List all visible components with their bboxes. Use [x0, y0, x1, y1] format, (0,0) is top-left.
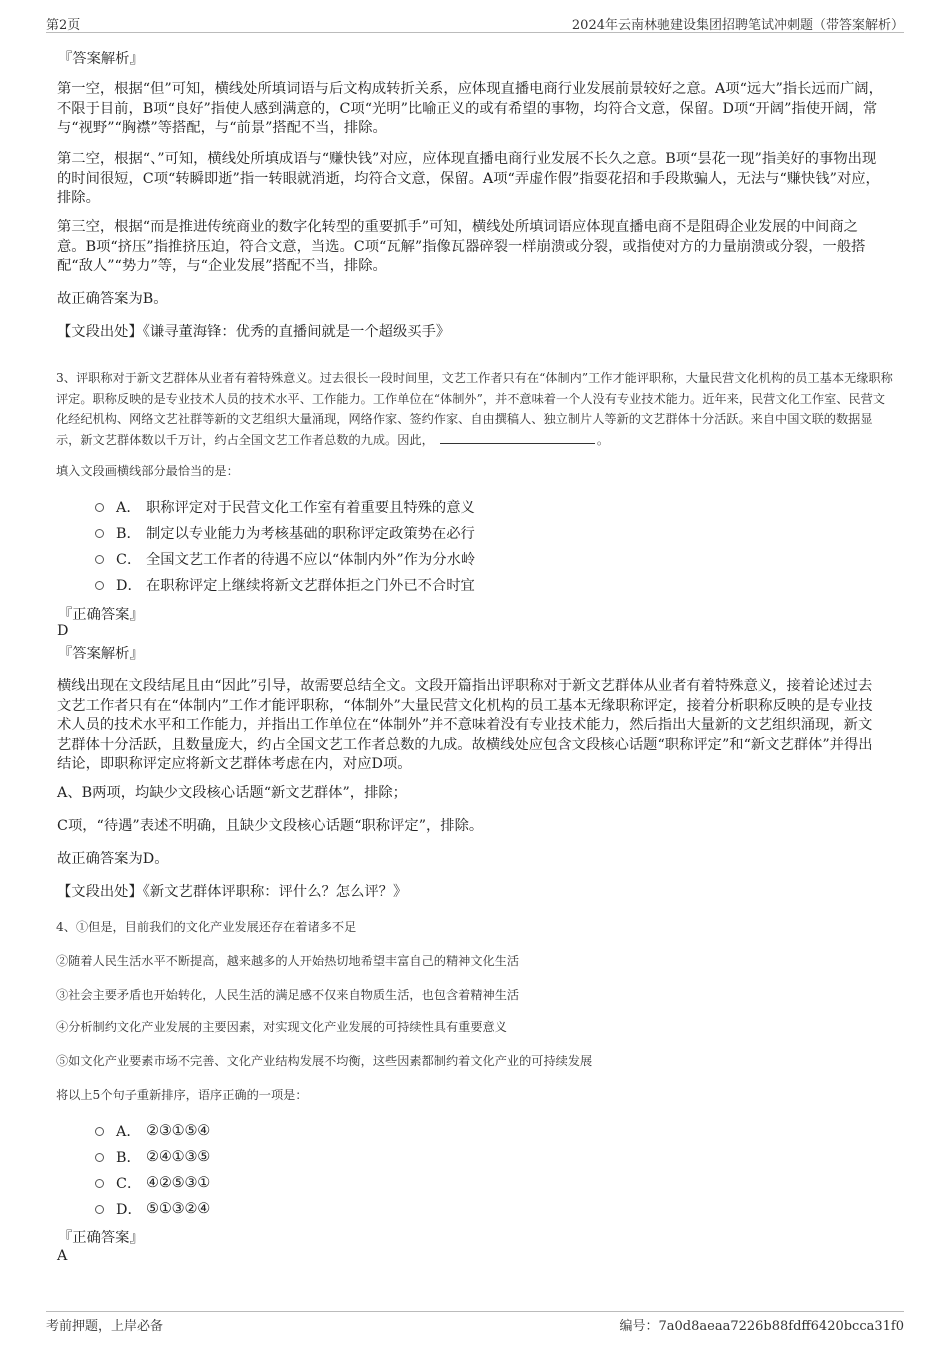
analysis-paragraph: C项，“待遇”表述不明确，且缺少文段核心话题“职称评定”，排除。: [57, 818, 484, 834]
page-footer: [46, 1311, 904, 1336]
correct-answer: A: [57, 1248, 68, 1264]
page-header: [46, 12, 904, 33]
option-c[interactable]: C． ④②⑤③①: [95, 1173, 210, 1193]
question-stem: 3、评职称对于新文艺群体从业者有着特殊意义。过去很长一段时间里，文艺工作者只有在“体制内”工作才能评职称，大量民营文化机构的员工基本无缘职称评定。职称反映的是专业技术人员的技术水平、工作能力。工作单位在“体制外”，并不意味着一个人没有专业技术能力。近年来，民营文化工作室、民营文化经纪机构、网络文艺社群等新的文艺组织大量涌现，网络作家、签约作家、自由撰稿人、独立制片人等新的文艺群体十分活跃。来自中国文联的数据显示，新文艺群体数以千万计，约占全国文艺工作者总数的九成。因此， 。: [56, 371, 893, 447]
sentence-item: 4、①但是，目前我们的文化产业发展还存在着诸多不足: [56, 920, 357, 934]
radio-button-icon[interactable]: [95, 581, 104, 590]
conclusion-text: 故正确答案为B。: [57, 291, 168, 307]
radio-button-icon[interactable]: [95, 1127, 104, 1136]
option-c[interactable]: C． 全国文艺工作者的待遇不应以“体制内外”作为分水岭: [95, 549, 475, 569]
radio-button-icon[interactable]: [95, 529, 104, 538]
conclusion-text: 故正确答案为D。: [57, 851, 169, 867]
answer-blank: [440, 431, 595, 444]
footer-slogan: 考前押题，上岸必备: [46, 1319, 164, 1334]
option-d[interactable]: D． 在职称评定上继续将新文艺群体拒之门外已不合时宜: [95, 575, 475, 595]
analysis-paragraph: 第一空，根据“但”可知，横线处所填词语与后文构成转折关系，应体现直播电商行业发展前景较好之意。A项“远大”指长远而广阔，不限于目前，B项“良好”指使人感到满意的，C项“光明”比喻正义的或有希望的事物，均符合文意，保留。D项“开阔”指使开阔，常与“视野”“胸襟”等搭配，与“前景”搭配不当，排除。: [57, 81, 883, 136]
radio-button-icon[interactable]: [95, 1205, 104, 1214]
radio-button-icon[interactable]: [95, 555, 104, 564]
correct-answer-marker: 『正确答案』: [58, 607, 144, 623]
question-prompt: 将以上5个句子重新排序，语序正确的一项是：: [56, 1088, 308, 1102]
option-b[interactable]: B． ②④①③⑤: [95, 1147, 210, 1167]
question-prompt: 填入文段画横线部分最恰当的是：: [56, 464, 239, 478]
answer-analysis-marker: 『答案解析』: [58, 51, 144, 67]
sentence-item: ②随着人民生活水平不断提高，越来越多的人开始热切地希望丰富自己的精神文化生活: [56, 954, 520, 968]
radio-button-icon[interactable]: [95, 1179, 104, 1188]
analysis-paragraph: A、B两项，均缺少文段核心话题“新文艺群体”，排除；: [57, 785, 407, 801]
option-a[interactable]: A． ②③①⑤④: [95, 1121, 210, 1141]
analysis-paragraph: 第二空，根据“、”可知，横线处所填成语与“赚快钱”对应，应体现直播电商行业发展不长久之意。B项“昙花一现”指美好的事物出现的时间很短，C项“转瞬即逝”指一转眼就消逝，均符合文意，保留。A项“弄虚作假”指耍花招和手段欺骗人，无法与“赚快钱”对应，排除。: [57, 151, 880, 206]
option-a[interactable]: A． 职称评定对于民营文化工作室有着重要且特殊的意义: [95, 497, 475, 517]
radio-button-icon[interactable]: [95, 1153, 104, 1162]
option-b[interactable]: B． 制定以专业能力为考核基础的职称评定政策势在必行: [95, 523, 475, 543]
option-d[interactable]: D． ⑤①③②④: [95, 1199, 210, 1219]
radio-button-icon[interactable]: [95, 503, 104, 512]
source-citation: 【文段出处】《谦寻董海锋：优秀的直播间就是一个超级买手》: [57, 324, 451, 340]
sentence-item: ⑤如文化产业要素市场不完善、文化产业结构发展不均衡，这些因素都制约着文化产业的可持续发展: [56, 1054, 593, 1068]
sentence-item: ④分析制约文化产业发展的主要因素，对实现文化产业发展的可持续性具有重要意义: [56, 1020, 507, 1034]
document-serial: 编号：7a0d8aeaa7226b88fdff6420bcca31f0: [619, 1319, 904, 1334]
sentence-item: ③社会主要矛盾也开始转化，人民生活的满足感不仅来自物质生活，也包含着精神生活: [56, 988, 520, 1002]
document-title: 2024年云南林驰建设集团招聘笔试冲刺题（带答案解析）: [571, 18, 904, 33]
source-citation: 【文段出处】《新文艺群体评职称：评什么？怎么评？》: [57, 884, 408, 900]
answer-analysis-marker: 『答案解析』: [58, 646, 144, 662]
analysis-paragraph: 横线出现在文段结尾且由“因此”引导，故需要总结全文。文段开篇指出评职称对于新文艺群体从业者有着特殊意义，接着论述过去文艺工作者只有在“体制内”工作才能评职称，“体制外”大量民营文化机构的员工基本无缘职称评定，接着分析职称反映的是专业技术人员的技术水平和工作能力，并指出工作单位在“体制外”并不意味着没有专业技术能力，然后指出大量新的文艺组织涌现，新文艺群体十分活跃，且数量庞大，约占全国文艺工作者总数的九成。故横线处应包含文段核心话题“职称评定”和“新文艺群体”并得出结论，即职称评定应将新文艺群体考虑在内，对应D项。: [57, 678, 873, 772]
correct-answer-marker: 『正确答案』: [58, 1230, 144, 1246]
page-number: 第2页: [46, 18, 81, 33]
analysis-paragraph: 第三空，根据“而是推进传统商业的数字化转型的重要抓手”可知，横线处所填词语应体现直播电商不是阻碍企业发展的中间商之意。B项“挤压”指推挤压迫，符合文意，当选。C项“瓦解”指像瓦器碎裂一样崩溃或分裂，或指使对方的力量崩溃或分裂，一般搭配“敌人”“势力”等，与“企业发展”搭配不当，排除。: [57, 219, 866, 274]
correct-answer: D: [57, 623, 69, 639]
